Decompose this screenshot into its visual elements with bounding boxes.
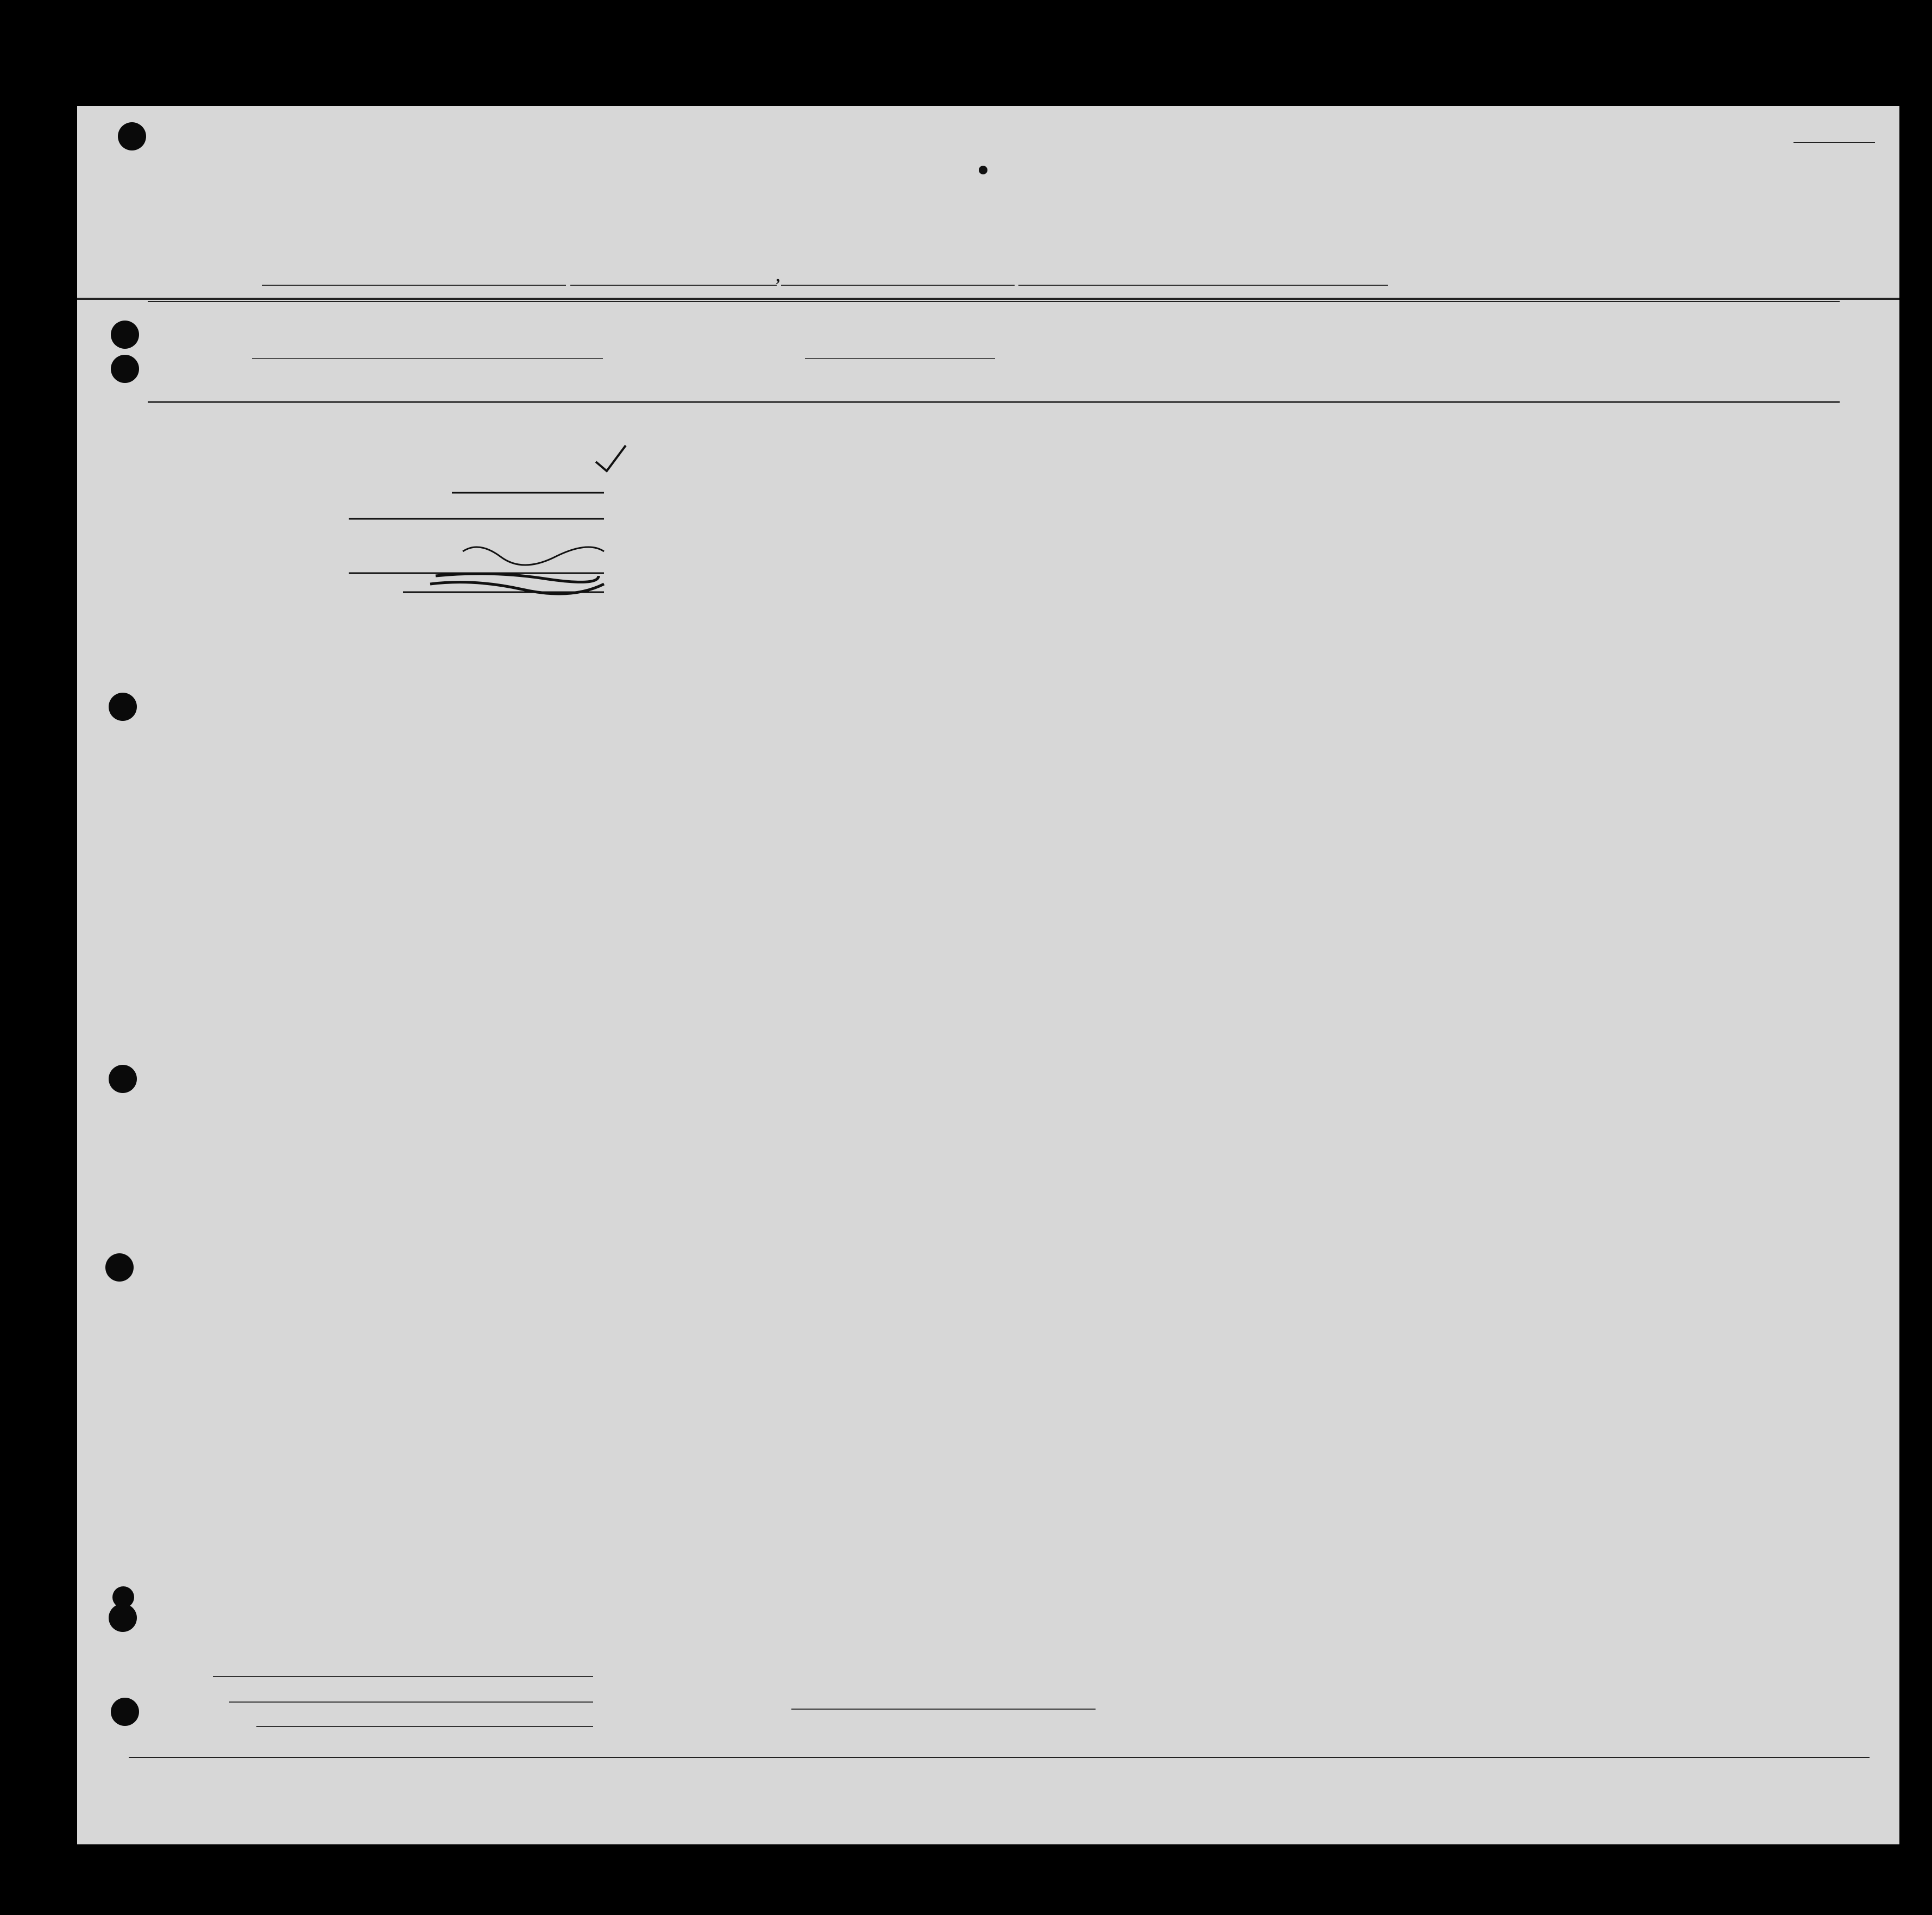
stamp-scribbles	[349, 475, 685, 617]
footer-agents-field	[256, 1726, 593, 1727]
footer-owners-field	[229, 1701, 593, 1703]
table-grid	[77, 106, 1899, 1844]
inspector-signature-line	[791, 1709, 1096, 1710]
footer-line-field	[213, 1676, 593, 1677]
check-mark	[596, 445, 626, 471]
vessel-line: ,	[262, 266, 1388, 286]
manifest-sheet	[77, 106, 1899, 1844]
